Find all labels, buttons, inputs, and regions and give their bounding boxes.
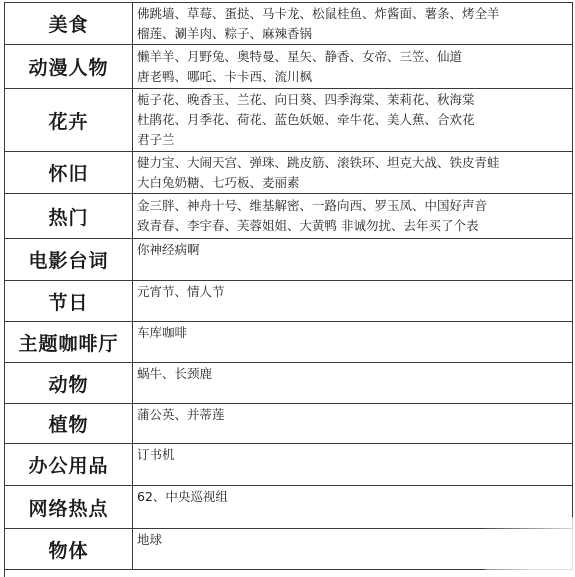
items-cell [133,486,573,528]
category-cell: 花卉 [5,89,133,151]
items-line: 懒羊羊、月野兔、奥特曼、星矢、静香、女帝、三笠、仙道 [137,48,463,64]
table-row [5,404,573,444]
items-line: 蒲公英、并蒂莲 [137,407,225,422]
category-cell: 网络热点 [5,486,133,528]
items-line: 健力宝、大闹天宫、弹珠、跳皮筋、滚铁环、坦克大战、铁皮青蛙 [137,154,500,170]
items-cell [133,239,573,280]
items-line: 佛跳墙、草莓、蛋挞、马卡龙、松鼠桂鱼、炸酱面、薯条、烤全羊 [137,5,500,21]
category-cell: 植物 [5,404,133,443]
category-cell: 美食 [5,3,133,44]
table-row [5,45,573,89]
items-cell [133,322,573,362]
items-cell [133,529,573,569]
category-cell: 怀旧 [5,152,133,193]
items-cell [133,89,573,151]
table-row [5,239,573,281]
items-cell [133,363,573,403]
table-row [5,529,573,570]
items-cell [133,194,573,238]
category-cell: 动物 [5,363,133,403]
items-line: 你神经病啊 [137,242,200,257]
table-row [5,152,573,194]
table-row [5,444,573,486]
items-line: 栀子花、晚香玉、兰花、向日葵、四季海棠、茉莉花、秋海棠 [137,92,475,107]
items-line: 蜗牛、长颈鹿 [137,366,213,381]
items-cell [133,281,573,321]
items-cell [133,45,573,88]
category-cell: 热门 [5,194,133,238]
table-row [5,3,573,45]
table-row [5,486,573,529]
table-row [5,89,573,152]
items-line: 榴莲、涮羊肉、粽子、麻辣香锅 [137,25,313,41]
table-row [5,281,573,322]
items-line: 致青春、李宇春、芙蓉姐姐、大黄鸭 非诚勿扰、去年买了个表 [137,218,479,233]
items-line: 元宵节、情人节 [137,284,225,299]
category-cell: 动漫人物 [5,45,133,88]
items-line: 车库咖啡 [137,325,188,340]
items-line: 金三胖、神舟十号、维基解密、一路向西、罗玉凤、中国好声音 [137,198,488,213]
items-line: 大白兔奶糖、七巧板、麦丽素 [137,174,300,190]
table-row [5,363,573,404]
items-line: 订书机 [137,447,175,462]
category-cell: 办公用品 [5,444,133,485]
items-line: 62、中央巡视组 [137,489,228,504]
table-row [5,322,573,363]
category-cell: 物体 [5,529,133,569]
category-cell: 电影台词 [5,239,133,280]
items-line: 杜鹃花、月季花、荷花、蓝色妖姬、牵牛花、美人蕉、合欢花 [137,112,475,127]
word-table [4,2,573,577]
items-cell [133,152,573,193]
category-cell: 节日 [5,281,133,321]
items-cell [133,404,573,443]
items-line: 地球 [137,532,163,547]
table-row [5,194,573,239]
category-cell: 主题咖啡厅 [5,322,133,362]
items-cell [133,444,573,485]
items-line: 君子兰 [137,132,175,147]
items-line: 唐老鸭、哪吒、卡卡西、流川枫 [137,68,313,84]
items-cell [133,3,573,44]
